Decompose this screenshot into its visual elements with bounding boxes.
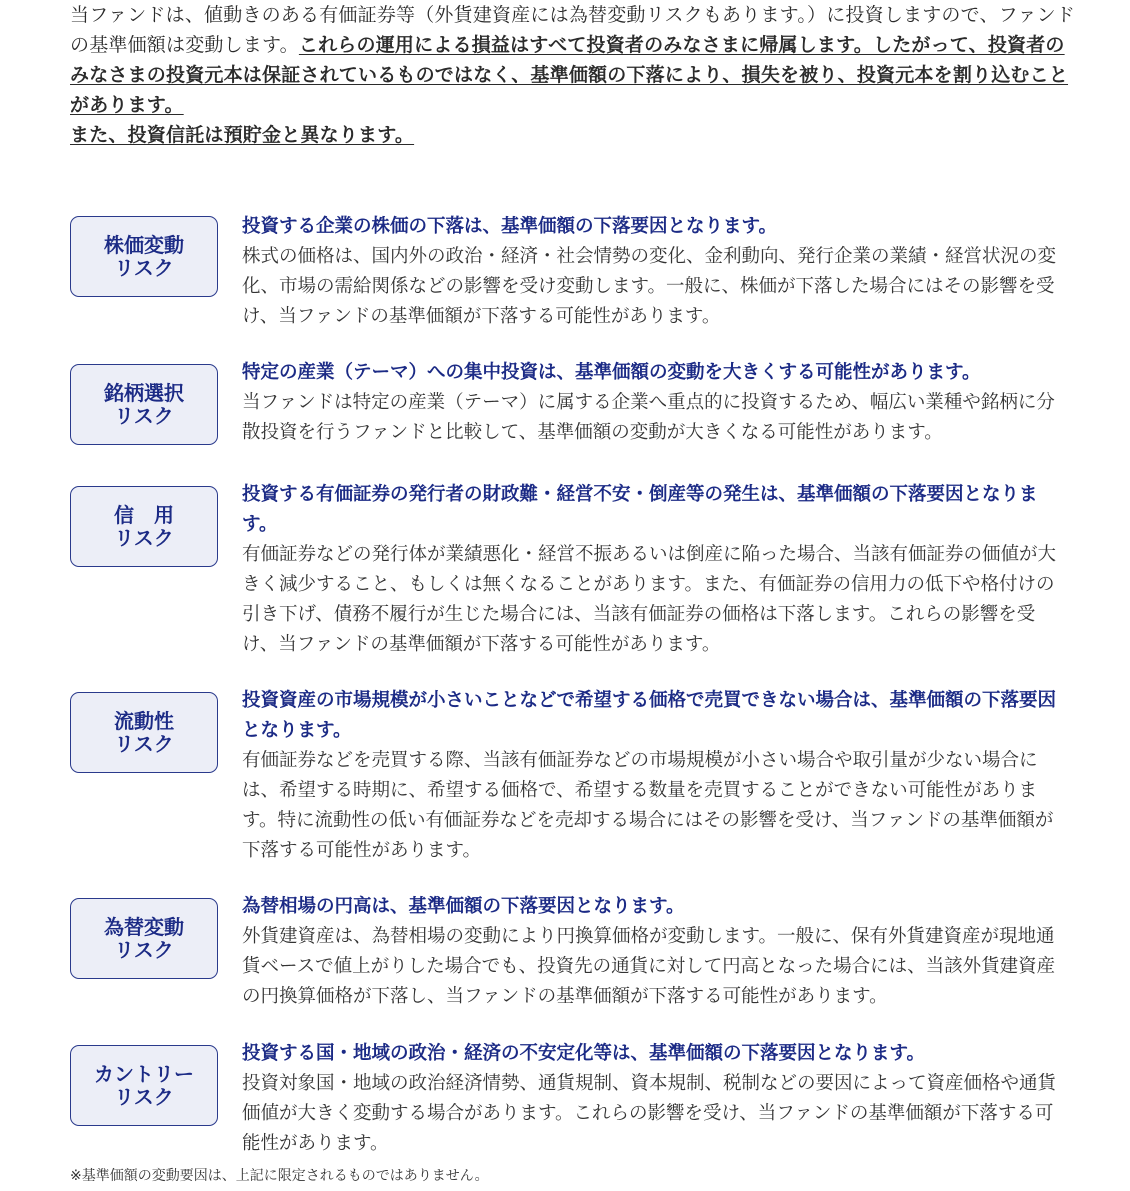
- risk-label-box: [70, 1045, 218, 1126]
- risk-body: 当ファンドは特定の産業（テーマ）に属する企業へ重点的に投資するため、幅広い業種や銘柄に分散投資を行うファンドと比較して、基準価額の変動が大きくなる可能性があります。: [242, 392, 1055, 443]
- risk-label-line1: 為替変動: [104, 914, 184, 939]
- risk-label-box: [70, 216, 218, 297]
- risk-label-line1: 流動性: [114, 708, 174, 733]
- risk-body: 投資対象国・地域の政治経済情勢、通貨規制、資本規制、税制などの要因によって資産価格や通貨価値が大きく変動する場合があります。これらの影響を受け、当ファンドの基準価額が下落する可能性があります。: [242, 1073, 1057, 1154]
- risk-headline: 投資する企業の株価の下落は、基準価額の下落要因となります。: [242, 216, 778, 237]
- risk-label-line1: 株価変動: [104, 232, 184, 257]
- risk-headline: 投資する国・地域の政治・経済の不安定化等は、基準価額の下落要因となります。: [242, 1043, 926, 1064]
- risk-headline: 投資する有価証券の発行者の財政難・経営不安・倒産等の発生は、基準価額の下落要因となります。: [242, 484, 1038, 535]
- risk-label-box: [70, 364, 218, 445]
- footnote: ※基準価額の変動要因は、上記に限定されるものではありません。: [70, 1168, 489, 1184]
- risk-headline: 投資資産の市場規模が小さいことなどで希望する価格で売買できない場合は、基準価額の下落要因となります。: [242, 690, 1057, 741]
- risk-text: [242, 686, 1062, 866]
- risk-text: [242, 212, 1062, 332]
- risk-headline: 為替相場の円高は、基準価額の下落要因となります。: [242, 896, 685, 917]
- risk-text: [242, 480, 1062, 660]
- risk-headline: 特定の産業（テーマ）への集中投資は、基準価額の変動を大きくする可能性があります。: [242, 362, 981, 383]
- intro-bold-text: これらの運用による損益はすべて投資者のみなさまに帰属します。したがって、投資者のみなさまの投資元本は保証されているものではなく、基準価額の下落により、損失を被り、投資元本を割り込むことがあります。: [70, 34, 1069, 116]
- risk-body: 有価証券などを売買する際、当該有価証券などの市場規模が小さい場合や取引量が少ない場合には、希望する時期に、希望する価格で、希望する数量を売買することができない可能性があります。特に流動性の低い有価証券などを売却する場合にはその影響を受け、当ファンドの基準価額が下落する可能性があります。: [242, 750, 1054, 861]
- risk-label-line2: リスク: [114, 255, 174, 280]
- risk-label-line2: リスク: [114, 525, 174, 550]
- risk-body: 有価証券などの発行体が業績悪化・経営不振あるいは倒産に陥った場合、当該有価証券の価値が大きく減少すること、もしくは無くなることがあります。また、有価証券の信用力の低下や格付けの引き下げ、債務不履行が生じた場合には、当該有価証券の価格は下落します。これらの影響を受け、当ファンドの基準価額が下落する可能性があります。: [242, 544, 1057, 655]
- risk-label-box: [70, 898, 218, 979]
- risk-body: 株式の価格は、国内外の政治・経済・社会情勢の変化、金利動向、発行企業の業績・経営状況の変化、市場の需給関係などの影響を受け変動します。一般に、株価が下落した場合にはその影響を受け、当ファンドの基準価額が下落する可能性があります。: [242, 246, 1057, 327]
- risk-text: [242, 358, 1062, 448]
- risk-label-box: [70, 692, 218, 773]
- risk-label-line1: カントリー: [94, 1061, 194, 1086]
- risk-body: 外貨建資産は、為替相場の変動により円換算価格が変動します。一般に、保有外貨建資産が現地通貨ベースで値上がりした場合でも、投資先の通貨に対して円高となった場合には、当該外貨建資産の円換算価格が下落し、当ファンドの基準価額が下落する可能性があります。: [242, 926, 1056, 1007]
- intro-paragraph: [70, 0, 1080, 150]
- intro-bold-text-2: また、投資信託は預貯金と異なります。: [70, 124, 415, 146]
- risk-label-box: [70, 486, 218, 567]
- risk-label-line2: リスク: [114, 937, 174, 962]
- risk-text: [242, 892, 1062, 1012]
- intro-plain-text: 当ファンドは、値動きのある有価証券等（外貨建資産には為替変動リスクもあります。）に投資しますので、ファンドの基準価額は変動します。: [70, 4, 1076, 56]
- risk-label-line2: リスク: [114, 731, 174, 756]
- risk-label-line2: リスク: [114, 1084, 174, 1109]
- risk-text: [242, 1039, 1062, 1159]
- risk-label-line2: リスク: [114, 403, 174, 428]
- risk-label-line1: 信 用: [114, 502, 174, 527]
- risk-label-line1: 銘柄選択: [104, 380, 184, 405]
